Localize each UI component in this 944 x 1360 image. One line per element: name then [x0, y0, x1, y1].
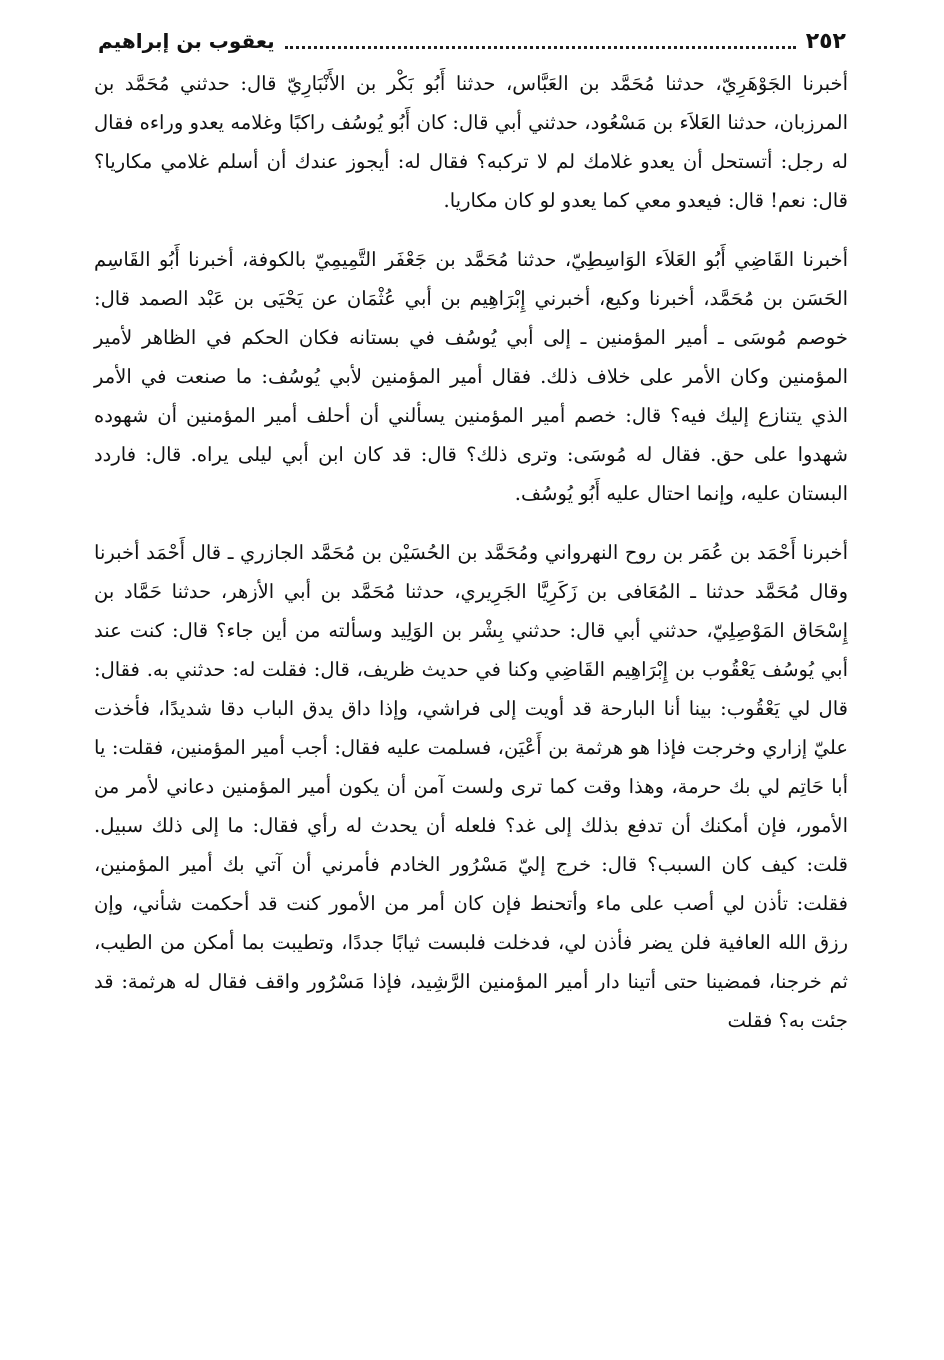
paragraph: أخبرنا أَحْمَد بن عُمَر بن روح النهرواني ومُحَمَّد بن الحُسَيْن بن مُحَمَّد الجازري ـ قال أَحْمَد أخبرنا وقال مُحَمَّد حدثنا ـ المُعَافى بن زَكَرِيَّا الجَرِيري، حدثنا مُحَمَّد بن أبي الأزهر، حدثنا حَمَّاد بن إِسْحَاق المَوْصِلِيّ، حدثني أبي قال: حدثني بِشْر بن الوَلِيد وسألته من أين جاء؟ قال: كنت عند أبي يُوسُف يَعْقُوب بن إِبْرَاهِيم القَاضِي وكنا في حديث ظريف، قال: فقلت له: حدثني به. فقال: قال لي يَعْقُوب: بينا أنا البارحة قد أويت إلى فراشي، وإذا داق يدق الباب دقا شديدًا، فأخذت عليّ إزاري وخرجت فإذا هو هرثمة بن أَعْيَن، فسلمت عليه فقال: أجب أمير المؤمنين، فقلت: يا أبا حَاتِم لي بك حرمة، وهذا وقت كما ترى ولست آمن أن يكون أمير المؤمنين دعاني لأمر من الأمور، فإن أمكنك أن تدفع بذلك إلى غد؟ فلعله أن يحدث له رأي فقال: ما إلى ذلك سبيل. قلت: كيف كان السبب؟ قال: خرج إليّ مَسْرُور الخادم فأمرني أن آتي بك أمير المؤمنين، فقلت: تأذن لي أصب على ماء وأتحنط فإن كان أمر من الأمور كنت قد أحكمت شأني، وإن رزق الله العافية فلن يضر فأذن لي، فدخلت فلبست ثيابًا جددًا، وتطيبت بما أمكن من الطيب، ثم خرجنا، فمضينا حتى أتينا دار أمير المؤمنين الرَّشِيد، فإذا مَسْرُور واقف فقال له هرثمة: قد جئت به؟ فقلت: [94, 541, 848, 1032]
paragraph: أخبرنا الجَوْهَرِيّ، حدثنا مُحَمَّد بن العَبَّاس، حدثنا أَبُو بَكْر بن الأَنْبَارِيّ قال: حدثني مُحَمَّد بن المرزبان، حدثنا العَلاَء بن مَسْعُود، حدثني أبي قال: كان أَبُو يُوسُف راكبًا وغلامه يعدو وراءه فقال له رجل: أتستحل أن يعدو غلامك لم لا تركبه؟ فقال له: أيجوز عندك أن أسلم غلامي مكاريا؟ قال: نعم! قال: فيعدو معي كما يعدو لو كان مكاريا.: [94, 72, 848, 212]
page-header: [98, 26, 846, 56]
main-text: [94, 64, 848, 1040]
paragraph: أخبرنا القَاضِي أَبُو العَلاَء الوَاسِطِيّ، حدثنا مُحَمَّد بن جَعْفَر التَّمِيمِيّ بالكوفة، أخبرنا أَبُو القَاسِم الحَسَن بن مُحَمَّد، أخبرنا وكيع، أخبرني إِبْرَاهِيم بن أبي عُثْمَان عن يَحْيَى بن عَبْد الصمد قال: خوصم مُوسَى ـ أمير المؤمنين ـ إلى أبي يُوسُف في بستانه فكان الحكم في الظاهر لأمير المؤمنين وكان الأمر على خلاف ذلك. فقال أمير المؤمنين لأبي يُوسُف: ما صنعت في الأمر الذي يتنازع إليك فيه؟ قال: خصم أمير المؤمنين يسألني أن أحلف أمير المؤمنين أن شهوده شهدوا على حق. فقال له مُوسَى: وترى ذلك؟ قال: قد كان ابن أبي ليلى يراه. قال: فاردد البستان عليه، وإنما احتال عليه أَبُو يُوسُف.: [94, 248, 848, 505]
header-dot-leader: [285, 46, 796, 49]
running-title: يعقوب بن إبراهيم: [98, 29, 275, 53]
page-number: ٢٥٢: [805, 28, 846, 54]
